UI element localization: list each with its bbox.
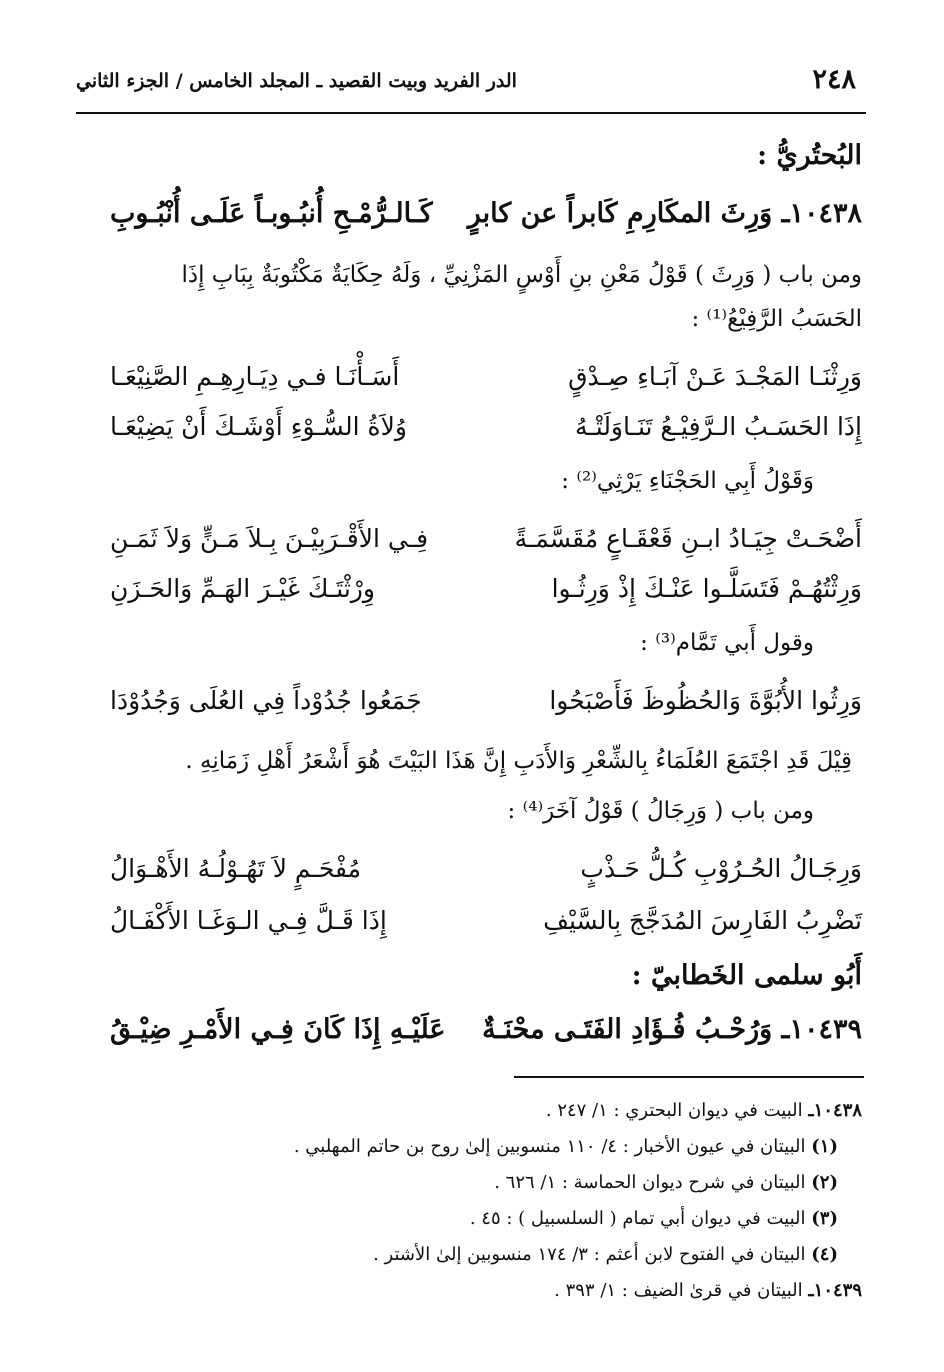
poem-verse <box>70 906 862 940</box>
verse-first-hemistich: أَضْحَـتْ جِيَـادُ ابـنِ قَعْقَـاعٍ مُقَسَّمَـةً <box>514 524 862 553</box>
verse-first-hemistich: وَرِجَـالُ الحُـرُوْبِ كُـلُّ حَـذْبٍ <box>580 854 862 883</box>
footnote-text: البيتان في شرح ديوان الحماسة : ١/ ٦٢٦ . <box>494 1172 806 1193</box>
footnote-number: (٤) <box>811 1244 838 1265</box>
verse-first-hemistich: وَرِثُوا الأُبُوَّةَ وَالحُظُوظَ فَأَصْبَحُوا <box>549 686 862 715</box>
prose-line: ومن باب ( وَرِثَ ) قَوْلُ مَعْنِ بنِ أَوْسٍ المَزْنِيِّ ، وَلَهُ حِكَايَةٌ مَكْتُوبَةٌ بِبَابِ إِذَا <box>181 262 862 288</box>
footnote-rule <box>514 1076 864 1078</box>
verse-second-hemistich: وِرْثْتَـكَ غَيْـرَ الهَـمِّ وَالحَـزَنِ <box>110 574 375 603</box>
footnote <box>70 1172 862 1193</box>
verse-second-hemistich: كَـالـرُّمْـحِ أُنبُـوبـاً عَلَـى أُنْبُـوبِ <box>110 198 433 229</box>
verse-first-hemistich: إِذَا الحَسَـبُ الـرَّفِيْـعُ تَنَـاوَلَتْـهُ <box>575 412 862 441</box>
poem-verse <box>70 362 862 396</box>
footnote-text: البيتان في قرىٰ الضيف : ١/ ٣٩٣ . <box>554 1280 803 1301</box>
footnote <box>70 1208 862 1229</box>
prose-line: قِيْلَ قَدِ اجْتَمَعَ العُلَمَاءُ بِالشِّعْرِ وَالأَدَبِ إِنَّ هَذَا البَيْتَ هُوَ أَشْعَرُ أَهْلِ زَمَانِهِ . <box>185 748 852 774</box>
poet-heading-buhturi: البُحتُريُّ : <box>757 140 862 171</box>
page-header <box>76 60 866 108</box>
header-rule <box>76 112 866 114</box>
poem-verse <box>70 854 862 888</box>
verse-10438 <box>70 198 862 234</box>
footnote <box>70 1280 862 1301</box>
prose-line: وَقَوْلُ أَبِي الحَجْنَاءِ يَرْثِي⁽²⁾ : <box>561 468 814 494</box>
verse-second-hemistich: جَمَعُوا جُدُوْداً فِي العُلَى وَجُدُوْدَا <box>110 686 422 715</box>
footnote <box>70 1136 862 1157</box>
footnote-number: (١) <box>811 1136 838 1157</box>
verse-10439 <box>70 1014 862 1050</box>
footnote-text: البيت في ديوان البحتري : ١/ ٢٤٧ . <box>545 1100 803 1121</box>
poet-heading-khattabi: أَبُو سلمى الخَطابيّ : <box>631 960 862 991</box>
verse-second-hemistich: فِـي الأَقْـرَبِيْـنَ بِـلاَ مَـنٍّ وَلاَ ثَمَـنِ <box>110 524 429 553</box>
footnote-number: ١٠٤٣٩ـ <box>808 1280 862 1301</box>
footnote-text: البيتان في عيون الأخبار : ٤/ ١١٠ منسوبين إلىٰ روح بن حاتم المهلبي . <box>293 1136 806 1157</box>
verse-second-hemistich: مُفْحَـمٍ لاَ تَهُـوْلُـهُ الأَهْـوَالُ <box>110 854 362 883</box>
verse-second-hemistich: وُلاَةُ السُّـوْءِ أَوْشَـكَ أَنْ يَضِيْعَـا <box>110 412 407 441</box>
prose-line: وقول أَبي تَمَّام⁽³⁾ : <box>640 630 814 656</box>
footnote <box>70 1100 862 1121</box>
prose-line: ومن باب ( وَرِجَالُ ) قَوْلُ آخَرَ⁽⁴⁾ : <box>507 798 814 824</box>
verse-second-hemistich: عَلَيْـهِ إِذَا كَانَ فِـي الأَمْـرِ ضِيْـقُ <box>110 1014 446 1045</box>
verse-first-hemistich: وَرِثْتُهُـمْ فَتَسَلَّـوا عَنْـكَ إِذْ وَرِثُـوا <box>551 574 862 603</box>
poem-verse <box>70 412 862 446</box>
verse-first-hemistich: وَرِثْنَـا المَجْـدَ عَـنْ آبَـاءِ صِـدْقٍ <box>568 362 862 391</box>
poem-verse <box>70 686 862 720</box>
footnote-text: البيتان في الفتوح لابن أعثم : ٣/ ١٧٤ منسوبين إلىٰ الأشتر . <box>373 1244 806 1265</box>
footnote-number: (٣) <box>811 1208 838 1229</box>
page-number: ٢٤٨ <box>812 64 856 95</box>
prose-line: الحَسَبُ الرَّفِيْعُ⁽¹⁾ : <box>691 306 862 332</box>
poem-verse <box>70 574 862 608</box>
verse-first-hemistich: تَضْرِبُ الفَارِسَ المُدَجَّجَ بِالسَّيْفِ <box>543 906 862 935</box>
footnote-number: ١٠٤٣٨ـ <box>808 1100 862 1121</box>
running-title: الدر الفريد وبيت القصيد ـ المجلد الخامس / الجزء الثاني <box>76 70 517 92</box>
verse-first-hemistich: ١٠٤٣٨ـ وَرِثَ المكَارِمِ كَابراً عن كابرٍ <box>467 198 862 229</box>
verse-second-hemistich: إِذَا قَـلَّ فِـي الـوَغَـا الأَكْفَـالُ <box>110 906 387 935</box>
footnote <box>70 1244 862 1265</box>
footnote-text: البيت في ديوان أبي تمام ( السلسبيل ) : ٤٥ . <box>469 1208 806 1229</box>
verse-first-hemistich: ١٠٤٣٩ـ وَرُحْـبُ فُـؤَادِ الفَتَـى محْنَـةٌ <box>482 1014 862 1045</box>
verse-second-hemistich: أَسَـأْنَـا فـي دِيَـارِهِـمِ الصَّنِيْعَـا <box>110 362 400 391</box>
poem-verse <box>70 524 862 558</box>
footnote-number: (٢) <box>811 1172 838 1193</box>
